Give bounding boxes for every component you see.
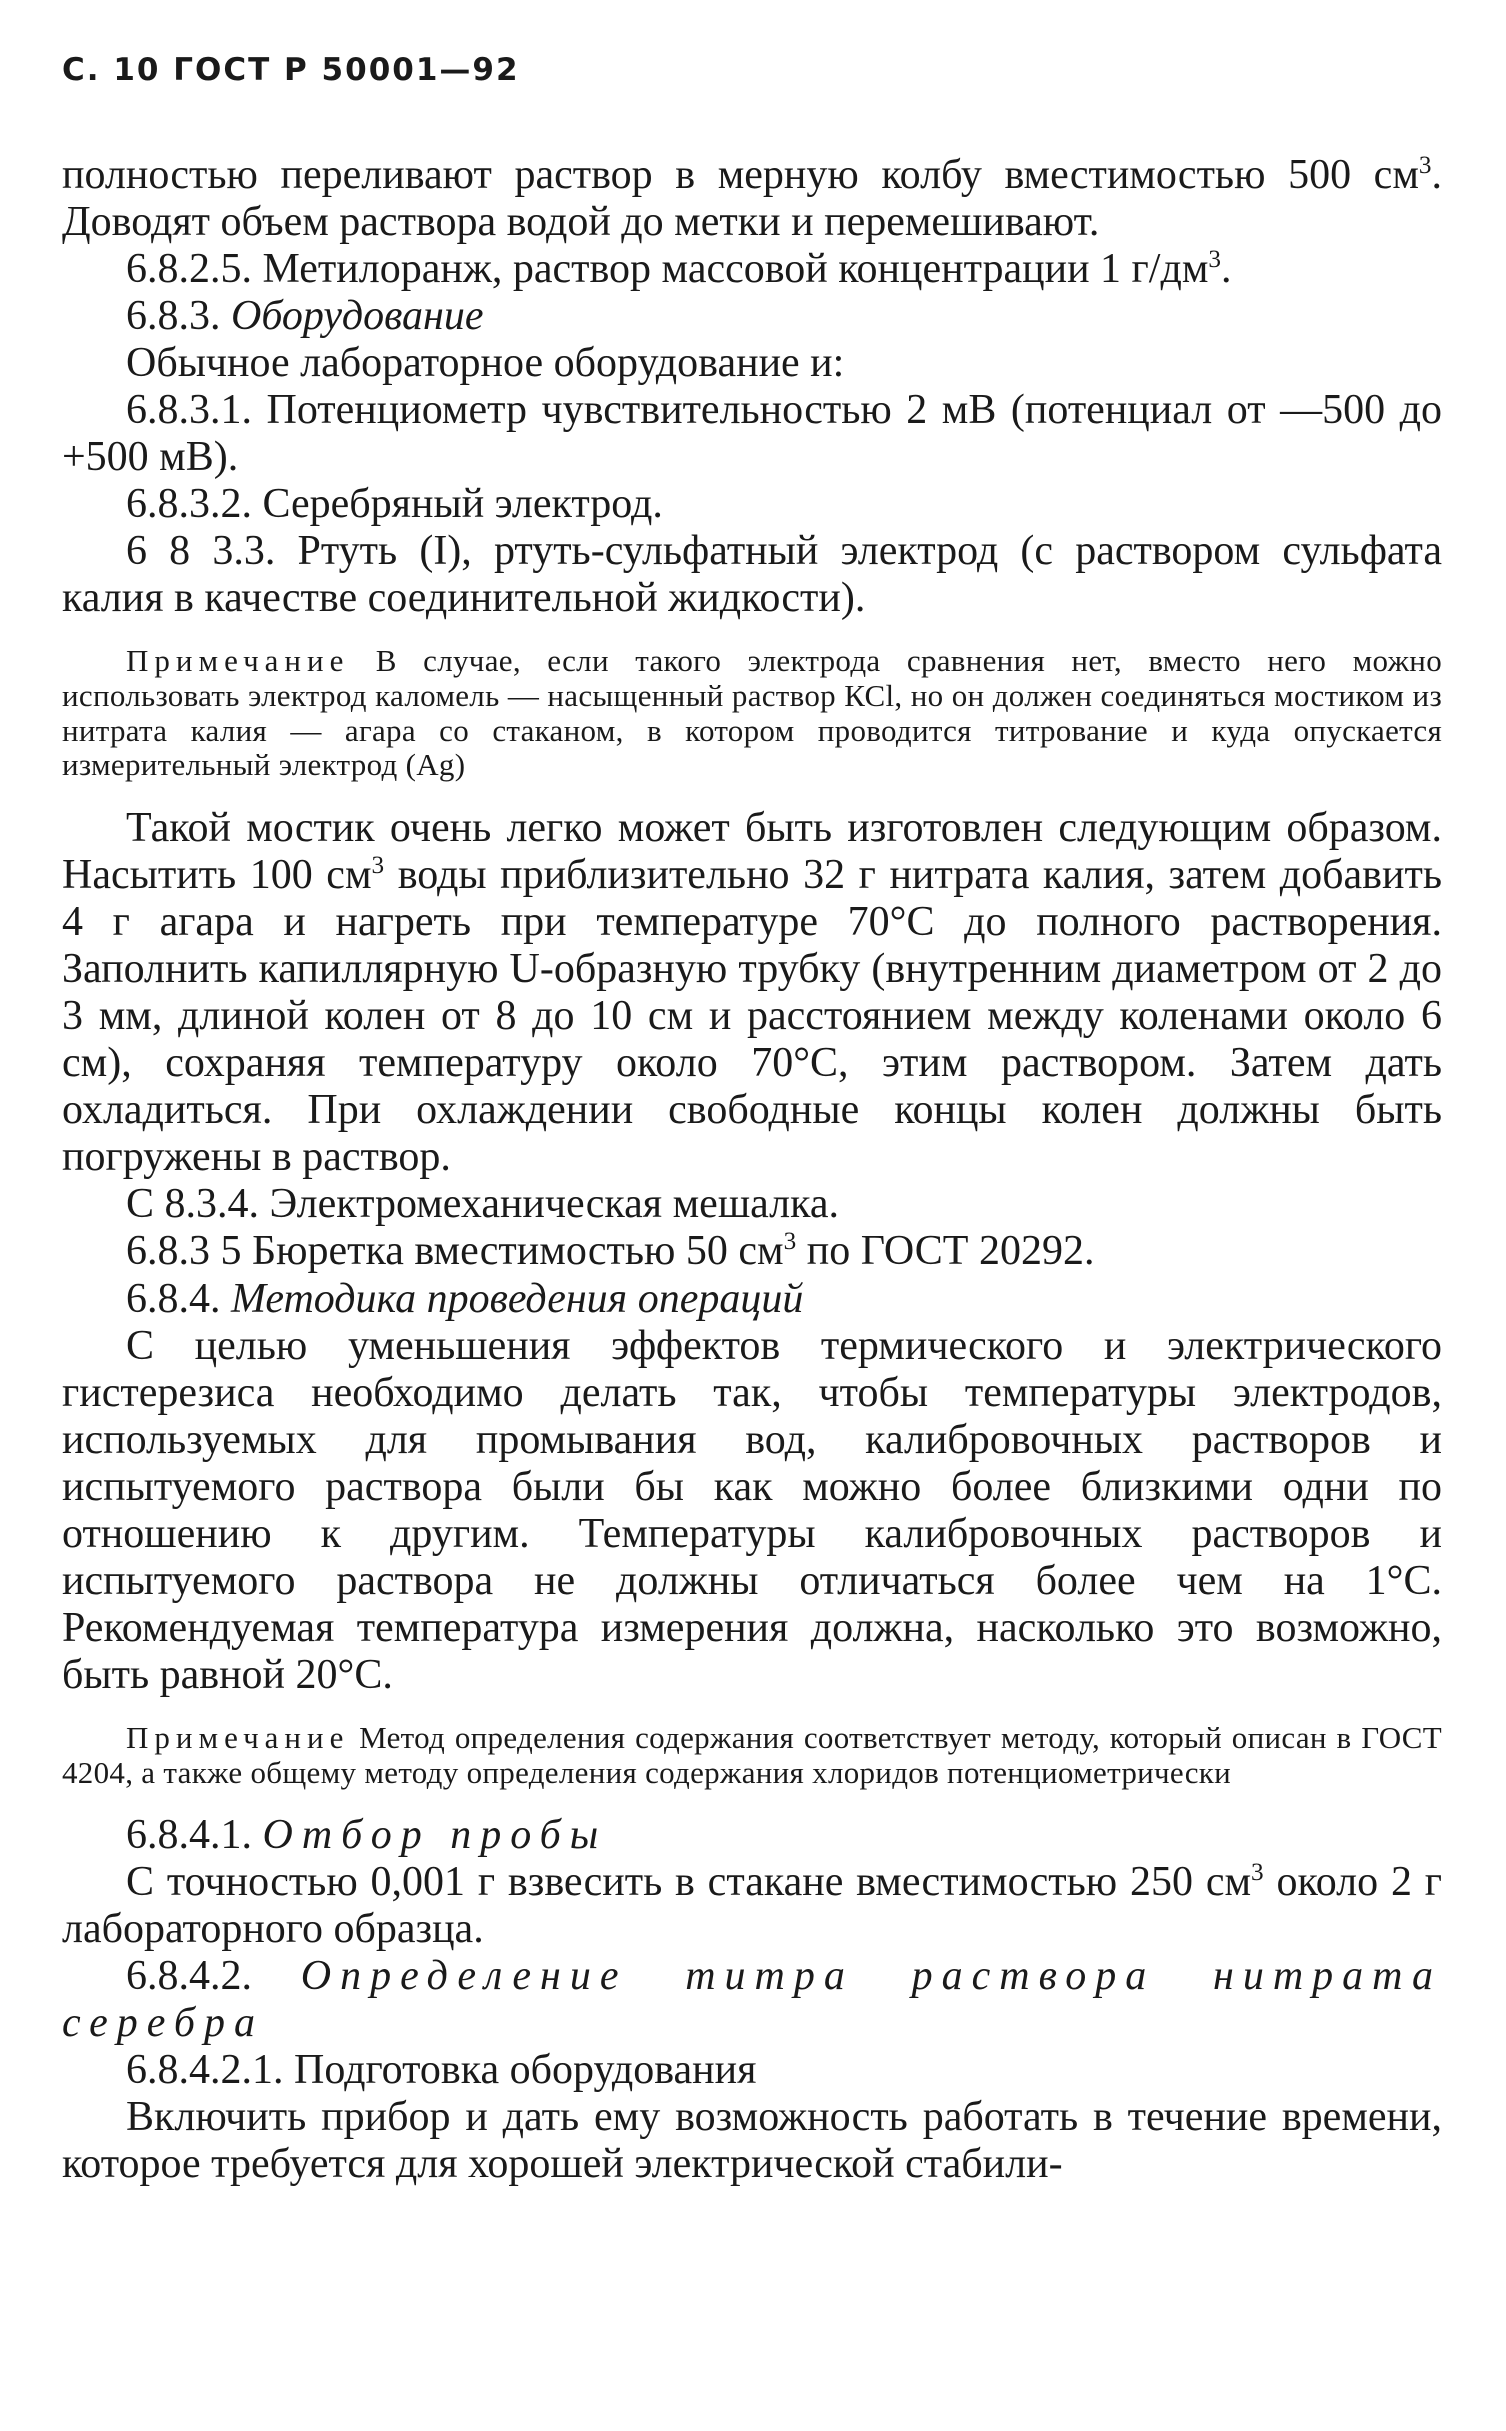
text: 6.8.2.5. Метилоранж, раствор массовой концентрации 1 г/дм <box>126 246 1209 293</box>
paragraph: Обычное лабораторное оборудование и: <box>126 340 845 387</box>
note-text: В случае, если такого электрода сравнения нет, вместо него можно использовать электрод каломель — насыщенный раствор КСl, но он должен соединяться мостиком из нитрата калия — агара со стаканом, в котором проводится титрование и куда опускается измерительный электрод (Ag) <box>62 643 1442 783</box>
section-heading <box>62 1812 1442 1859</box>
section-heading <box>62 1953 1442 2047</box>
paragraph <box>62 1859 1442 1953</box>
text: около 2 г лабораторного образца. <box>62 1859 1442 1953</box>
section-number: 6.8.4.2. <box>126 1953 301 2000</box>
text: . <box>1221 246 1232 293</box>
note-label: Примечание <box>126 643 350 679</box>
paragraph: С 8.3.4. Электромеханическая мешалка. <box>126 1181 840 1228</box>
superscript: 3 <box>371 852 385 880</box>
superscript: 3 <box>1251 1859 1264 1887</box>
paragraph: Включить прибор и дать ему возможность работать в течение времени, которое требуется для хорошей электрической стабили- <box>62 2094 1442 2188</box>
section-number: 6.8.3. <box>126 293 231 340</box>
text: . Доводят объем раствора водой до метки и перемешивают. <box>62 152 1442 246</box>
section-title: Методика проведения операций <box>231 1275 804 1322</box>
paragraph <box>62 152 1442 246</box>
paragraph <box>62 805 1442 1181</box>
text: по ГОСТ 20292. <box>796 1228 1095 1275</box>
page-header: С. 10 ГОСТ Р 50001—92 <box>62 52 520 88</box>
text: воды приблизительно 32 г нитрата калия, затем добавить 4 г агара и нагреть при температуре 70°С до полного растворения. Заполнить капиллярную U-образную трубку (внутренним диаметром от 2 до 3 мм, длиной колен от 8 до 10 см и расстоянием между коленами около 6 см), сохраняя температуру около 70°С, этим раствором. Затем дать охладиться. При охлаждении свободные концы колен должны быть погружены в раствор. <box>62 852 1442 1181</box>
section-number: 6.8.4. <box>126 1275 231 1322</box>
paragraph: 6.8.3.1. Потенциометр чувствительностью 2 мВ (потенциал от —500 до +500 мВ). <box>62 387 1442 481</box>
section-title: Определение титра раствора нитрата серебра <box>62 1953 1442 2047</box>
note-label: Примечание <box>126 1719 350 1755</box>
paragraph: С целью уменьшения эффектов термического и электрического гистерезиса необходимо делать так, чтобы температуры электродов, используемых для промывания вод, калибровочных растворов и испытуемого раствора были бы как можно более близкими одни по отношению к другим. Температуры калибровочных растворов и испытуемого раствора не должны отличаться более чем на 1°С. Рекомендуемая температура измерения должна, насколько это возможно, быть равной 20°С. <box>62 1322 1442 1698</box>
document-body <box>62 152 1442 2188</box>
note <box>62 1721 1442 1790</box>
paragraph <box>62 1228 1442 1275</box>
superscript: 3 <box>783 1228 797 1256</box>
section-title: Оборудование <box>231 293 484 340</box>
text: С точностью 0,001 г взвесить в стакане вместимостью 250 см <box>126 1859 1252 1906</box>
note-text: Метод определения содержания соответствует методу, который описан в ГОСТ 4204, а также общему методу определения содержания хлоридов потенциометрически <box>62 1719 1442 1790</box>
paragraph: 6.8.3.2. Серебряный электрод. <box>126 481 663 528</box>
section-heading <box>62 1276 1442 1323</box>
section-number: 6.8.4.1. <box>126 1812 263 1859</box>
paragraph: 6.8.4.2.1. Подготовка оборудования <box>126 2047 757 2094</box>
section-heading <box>62 293 1442 340</box>
paragraph: 6 8 3.3. Ртуть (I), ртуть-сульфатный электрод (с раствором сульфата калия в качестве соединительной жидкости). <box>62 528 1442 622</box>
text: полностью переливают раствор в мерную колбу вместимостью 500 см <box>62 152 1419 198</box>
text: 6.8.3 5 Бюретка вместимостью 50 см <box>126 1228 784 1275</box>
note <box>62 644 1442 783</box>
superscript: 3 <box>1208 246 1221 274</box>
section-title: Отбор пробы <box>262 1812 608 1859</box>
paragraph <box>62 246 1442 293</box>
text: Такой мостик очень легко может быть изготовлен следующим образом. Насытить 100 см <box>62 805 1442 899</box>
superscript: 3 <box>1418 152 1432 179</box>
